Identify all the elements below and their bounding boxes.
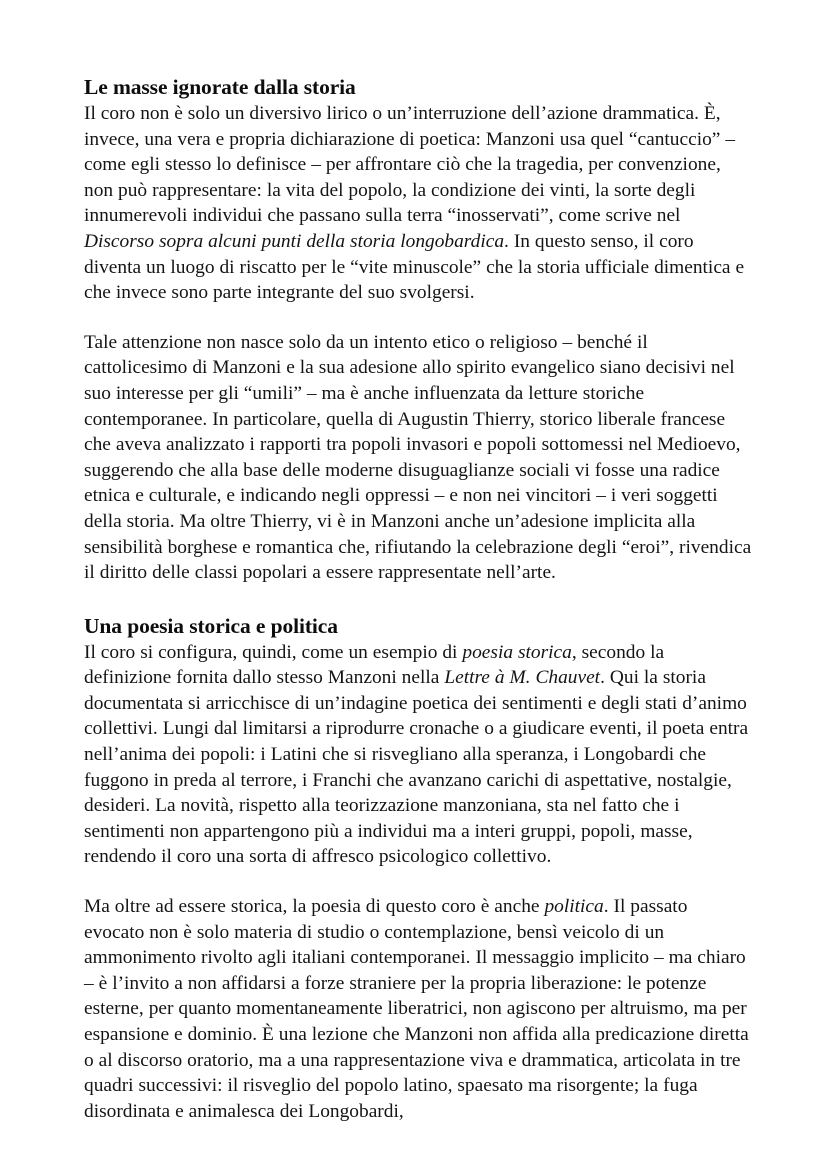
text-run: Il coro si configura, quindi, come un esempio di <box>84 641 463 663</box>
text-run: , secondo la definizione fornita dallo stesso Manzoni nella <box>84 641 665 689</box>
italic-title-discorso: Discorso sopra alcuni punti della storia longobardica <box>84 230 505 252</box>
section-heading-poesia-storica-politica: Una poesia storica e politica <box>84 613 338 638</box>
section-heading-masse-ignorate: Le masse ignorate dalla storia <box>84 75 356 99</box>
text-run: . Il passato evocato non è solo materia di studio o contemplazione, bensì veicolo di un ammonimento rivolto agli italiani contemporanei. Il messaggio implicito – ma chiaro – è l’invito a non affidarsi a forze straniere per la propria liberazione: le potenze esterne, per quanto momentaneamente liberatrici, non agiscono per altruismo, ma per espansione e dominio. È una lezione che Manzoni non affida alla predicazione diretta o al discorso oratorio, ma a una rappresentazione viva e drammatica, articolata in tre quadri successivi: il risveglio del popolo latino, spaesato ma risorgente; la fuga disordinata e animalesca dei Longobardi, <box>84 896 749 1122</box>
text-run: Il coro non è solo un diversivo lirico o un’interruzione dell’azione drammatica. È, invece, una vera e propria dichiarazione di poetica: Manzoni usa quel “cantuccio” – come egli stesso lo definisce – per affrontare ciò che la tragedia, per convenzione, non può rappresentare: la vita del popolo, la condizione dei vinti, la sorte degli innumerevoli individui che passano sulla terra “inosservati”, come scrive nel <box>84 103 736 227</box>
paragraph-1 <box>84 101 752 306</box>
italic-title-lettre-chauvet: Lettre à M. Chauvet <box>444 667 601 689</box>
text-run: . Qui la storia documentata si arricchisce di un’indagine poetica dei sentimenti e degli stati d’animo collettivi. Lungi dal limitarsi a riprodurre cronache o a giudicare eventi, il poeta entra nell’anima dei popoli: i Latini che si risvegliano alla speranza, i Longobardi che fuggono in preda al terrore, i Franchi che avanzano carichi di aspettative, nostalgie, desideri. La novità, rispetto alla teorizzazione manzoniana, sta nel fatto che i sentimenti non appartengono più a individui ma a interi gruppi, popoli, masse, rendendo il coro una sorta di affresco psicologico collettivo. <box>84 667 749 868</box>
document-text-column <box>84 74 752 1124</box>
paragraph-3 <box>84 640 752 870</box>
italic-term-poesia-storica: poesia storica <box>462 641 572 663</box>
italic-term-politica: politica <box>544 896 604 918</box>
text-run: Tale attenzione non nasce solo da un intento etico o religioso – benché il cattolicesimo di Manzoni e la sua adesione allo spirito evangelico siano decisivi nel suo interesse per gli “umili” – ma è anche influenzata da letture storiche contemporanee. In particolare, quella di Augustin Thierry, storico liberale francese che aveva analizzato i rapporti tra popoli invasori e popoli sottomessi nel Medioevo, suggerendo che alla base delle moderne disuguaglianze sociali vi fosse una radice etnica e culturale, e indicando negli oppressi – e non nei vincitori – i veri soggetti della storia. Ma oltre Thierry, vi è in Manzoni anche un’adesione implicita alla sensibilità borghese e romantica che, rifiutando la celebrazione degli “eroi”, rivendica il diritto delle classi popolari a essere rappresentate nell’arte. <box>84 331 752 584</box>
text-run: Ma oltre ad essere storica, la poesia di questo coro è anche <box>84 896 545 918</box>
text-run: . In questo senso, il coro diventa un luogo di riscatto per le “vite minuscole” che la storia ufficiale dimentica e che invece sono parte integrante del suo svolgersi. <box>84 230 745 304</box>
paragraph-4 <box>84 894 752 1124</box>
paragraph-2 <box>84 330 752 586</box>
